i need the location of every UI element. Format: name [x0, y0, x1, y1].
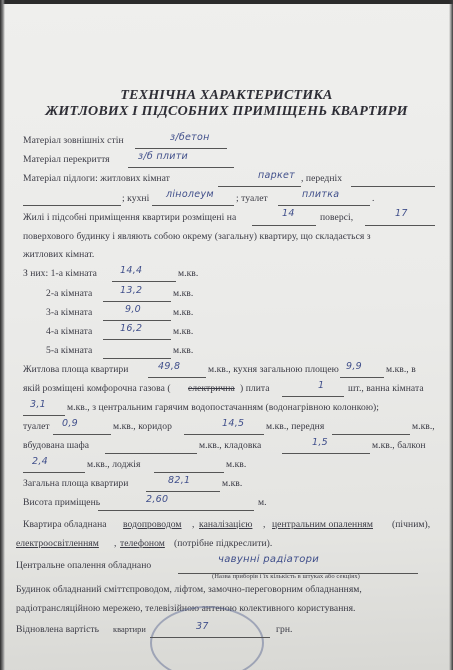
stove-line: [282, 396, 344, 397]
kitchen-area-line: [340, 377, 384, 378]
total-area-line: [146, 491, 220, 492]
room-1-unit: м.кв.: [178, 268, 199, 279]
utilities-heating: центральним опаленням: [272, 519, 373, 530]
location-floor-value: 14: [282, 208, 295, 219]
height-line: [98, 510, 254, 511]
closet-label: вбудована шафа: [23, 440, 90, 451]
bath-text: м.кв., з центральним гарячим водопостачанням (водонагрівною колонкою);: [67, 402, 379, 413]
room-4-label: 4-а кімната: [46, 326, 93, 337]
room-4-line: [103, 339, 171, 340]
ceilings-value: з/б плити: [138, 151, 188, 162]
loggia-unit: м.кв.: [226, 459, 247, 470]
location-text-2: поверсі,: [320, 212, 354, 223]
room-5-unit: м.кв.: [173, 345, 194, 356]
central-heating-caption: (Назва приборів і їх кількість в штуках або секціях): [212, 573, 360, 580]
bath-line: [23, 415, 65, 416]
living-area-line: [148, 377, 206, 378]
ceilings-line: [128, 167, 234, 168]
floor-toilet-label: ; туалет: [236, 193, 268, 204]
stove-text-a: якій розміщені комфорочна газова (: [23, 383, 171, 394]
photo-edge-top: [0, 0, 453, 4]
utilities-electric: електроосвітленням: [16, 538, 99, 549]
building-line-2: радіотрансляційною мережею, телевізійною антеною колективного користування.: [16, 603, 356, 614]
stove-value: 1: [318, 380, 325, 391]
hall-area-label: м.кв., передня: [266, 421, 325, 432]
cost-unit: грн.: [276, 624, 293, 635]
walls-line: [135, 148, 227, 149]
loggia-line: [154, 472, 224, 473]
toilet-area-label: туалет: [23, 421, 50, 432]
total-area-unit: м.кв.: [222, 478, 243, 489]
floor-kitchen-label: ; кухні: [122, 193, 150, 204]
pantry-label: м.кв., кладовка: [199, 440, 262, 451]
room-3-line: [103, 320, 171, 321]
location-line-2: поверхового будинку і являють собою окрему (загальну) квартиру, що складається з: [23, 231, 371, 242]
room-5-label: 5-а кімната: [46, 345, 93, 356]
building-line-1: Будинок обладнаний сміттєпроводом, ліфтом, замочно-переговорним обладнанням,: [16, 584, 362, 595]
floor-label: Матеріал підлоги: житлових кімнат: [23, 173, 170, 184]
central-heating-label: Центральне опалення обладнано: [16, 560, 152, 571]
stove-text-b: ) плита: [240, 383, 270, 394]
toilet-area-line: [53, 434, 111, 435]
corridor-label: м.кв., коридор: [113, 421, 172, 432]
corridor-value: 14,5: [222, 418, 245, 429]
room-5-line: [103, 358, 171, 359]
room-3-value: 9,0: [125, 304, 142, 315]
title-line-1: ТЕХНІЧНА ХАРАКТЕРИСТИКА: [120, 88, 333, 103]
utilities-text-a: Квартира обладнана: [23, 519, 107, 530]
height-label: Висота приміщень: [23, 497, 101, 508]
height-unit: м.: [258, 497, 267, 508]
floor-living-value: паркет: [258, 170, 295, 181]
floor-kitchen-value: лінолеум: [166, 189, 214, 200]
room-1-label: З них: 1-а кімната: [23, 268, 97, 279]
floor-toilet-line: [278, 205, 370, 206]
location-line-3: житлових кімнат.: [23, 249, 95, 260]
room-2-line: [103, 301, 171, 302]
balcony-line: [23, 472, 85, 473]
ceilings-label: Матеріал перекриття: [23, 154, 110, 165]
location-total-value: 17: [395, 208, 408, 219]
total-area-value: 82,1: [168, 475, 191, 486]
cost-sub: квартири: [113, 625, 146, 634]
toilet-area-value: 0,9: [62, 418, 79, 429]
floor-hall-label: , передніх: [301, 173, 343, 184]
living-area-value: 49,8: [158, 361, 181, 372]
central-heating-value: чавунні радіатори: [218, 554, 320, 565]
location-total-line: [365, 225, 435, 226]
living-area-label: Житлова площа квартири: [23, 364, 129, 375]
pantry-value: 1,5: [312, 437, 329, 448]
hall-area-line: [332, 434, 410, 435]
floor-living-line: [218, 186, 301, 187]
utilities-phone: телефоном: [120, 538, 165, 549]
room-3-unit: м.кв.: [173, 307, 194, 318]
stove-text-c: шт., ванна кімната: [348, 383, 424, 394]
kitchen-area-unit: м.кв., в: [386, 364, 416, 375]
balcony-label: м.кв., балкон: [372, 440, 426, 451]
closet-line: [105, 453, 197, 454]
kitchen-area-label: м.кв., кухня загальною площею: [208, 364, 339, 375]
total-area-label: Загальна площа квартири: [23, 478, 129, 489]
room-1-line: [112, 281, 176, 282]
pantry-line: [282, 453, 370, 454]
utilities-text-b: (пічним),: [392, 519, 431, 530]
floor-hall-line-2: [23, 205, 121, 206]
cost-label: Відновлена вартість: [16, 624, 100, 635]
hall-area-unit: м.кв.,: [412, 421, 435, 432]
floor-toilet-value: плитка: [302, 189, 340, 200]
bath-value: 3,1: [30, 399, 47, 410]
official-stamp: [150, 606, 264, 670]
room-3-label: 3-а кімната: [46, 307, 93, 318]
walls-value: з/бетон: [170, 132, 210, 143]
utilities-sewer: каналізацією: [199, 519, 253, 530]
room-2-unit: м.кв.: [173, 288, 194, 299]
room-2-label: 2-а кімната: [46, 288, 93, 299]
kitchen-area-value: 9,9: [346, 361, 363, 372]
corridor-line: [184, 434, 264, 435]
utilities-text-c: (потрібне підкреслити).: [174, 538, 273, 549]
room-4-unit: м.кв.: [173, 326, 194, 337]
stove-electric-struck: електрична: [188, 383, 235, 394]
title-line-2: ЖИТЛОВИХ І ПІДСОБНИХ ПРИМІЩЕНЬ КВАРТИРИ: [45, 104, 408, 119]
room-4-value: 16,2: [120, 323, 143, 334]
cost-line: [150, 637, 270, 638]
cost-value: 37: [196, 621, 209, 632]
utilities-water: водопроводом: [123, 519, 182, 530]
loggia-label: м.кв., лоджія: [87, 459, 141, 470]
location-floor-line: [252, 225, 316, 226]
height-value: 2,60: [146, 494, 169, 505]
location-text-1: Жилі і підсобні приміщення квартири розміщені на: [23, 212, 237, 223]
room-2-value: 13,2: [120, 285, 143, 296]
walls-label: Матеріал зовнішніх стін: [23, 135, 124, 146]
balcony-value: 2,4: [32, 456, 49, 467]
floor-hall-line: [351, 186, 435, 187]
floor-kitchen-line: [152, 205, 234, 206]
document-page: ТЕХНІЧНА ХАРАКТЕРИСТИКА ЖИТЛОВИХ І ПІДСОБНИХ ПРИМІЩЕНЬ КВАРТИРИ Матеріал зовнішніх стін з/бетон Матеріал перекриття з/б плити Матеріал підлоги: житлових кімнат паркет , передніх ; кухні лінолеум ; туалет плитка . Жилі і підсобні приміщення квартири розміщені на 14 поверсі, 17 поверхового будинку і являють собою окрему (загальну) квартиру, що складається з житлових кімнат. З них: 1-а кімната 14,4 м.кв. 2-а кімната 13,2 м.кв. 3-а кімната 9,0 м.кв. 4-а кімната 16,2 м.кв. 5-а кімната м.кв. Житлова площа квартири 49,8 м.кв., кухня загальною площею 9,9 м.кв., в якій розміщені комфорочна газова ( електрична ) плита 1 шт., ванна кімната 3,1 м.кв., з центральним гарячим водопостачанням (водонагрівною колонкою); туалет 0,9 м.кв., коридор 14,5 м.кв., передня м.кв., вбудована шафа м.кв., кладовка 1,5 м.кв., балкон 2,4 м.кв., лоджія м.кв. Загальна площа квартири 82,1 м.кв. Висота приміщень 2,60 м. Квартира обладнана водопроводом , каналізацією , центральним опаленням (пічним), електроосвітленням , телефоном (потрібне підкреслити). Центральне опалення обладнано чавунні радіатори (Назва приборів і їх кількість в штуках або секціях) Будинок обладнаний сміттєпроводом, ліфтом, замочно-переговорним обладнанням, радіотрансляційною мережею, телевізійною антеною колективного користування. Відновлена вартість квартири 37 грн.: [0, 0, 453, 670]
floor-end: .: [372, 193, 375, 204]
room-1-value: 14,4: [120, 265, 143, 276]
